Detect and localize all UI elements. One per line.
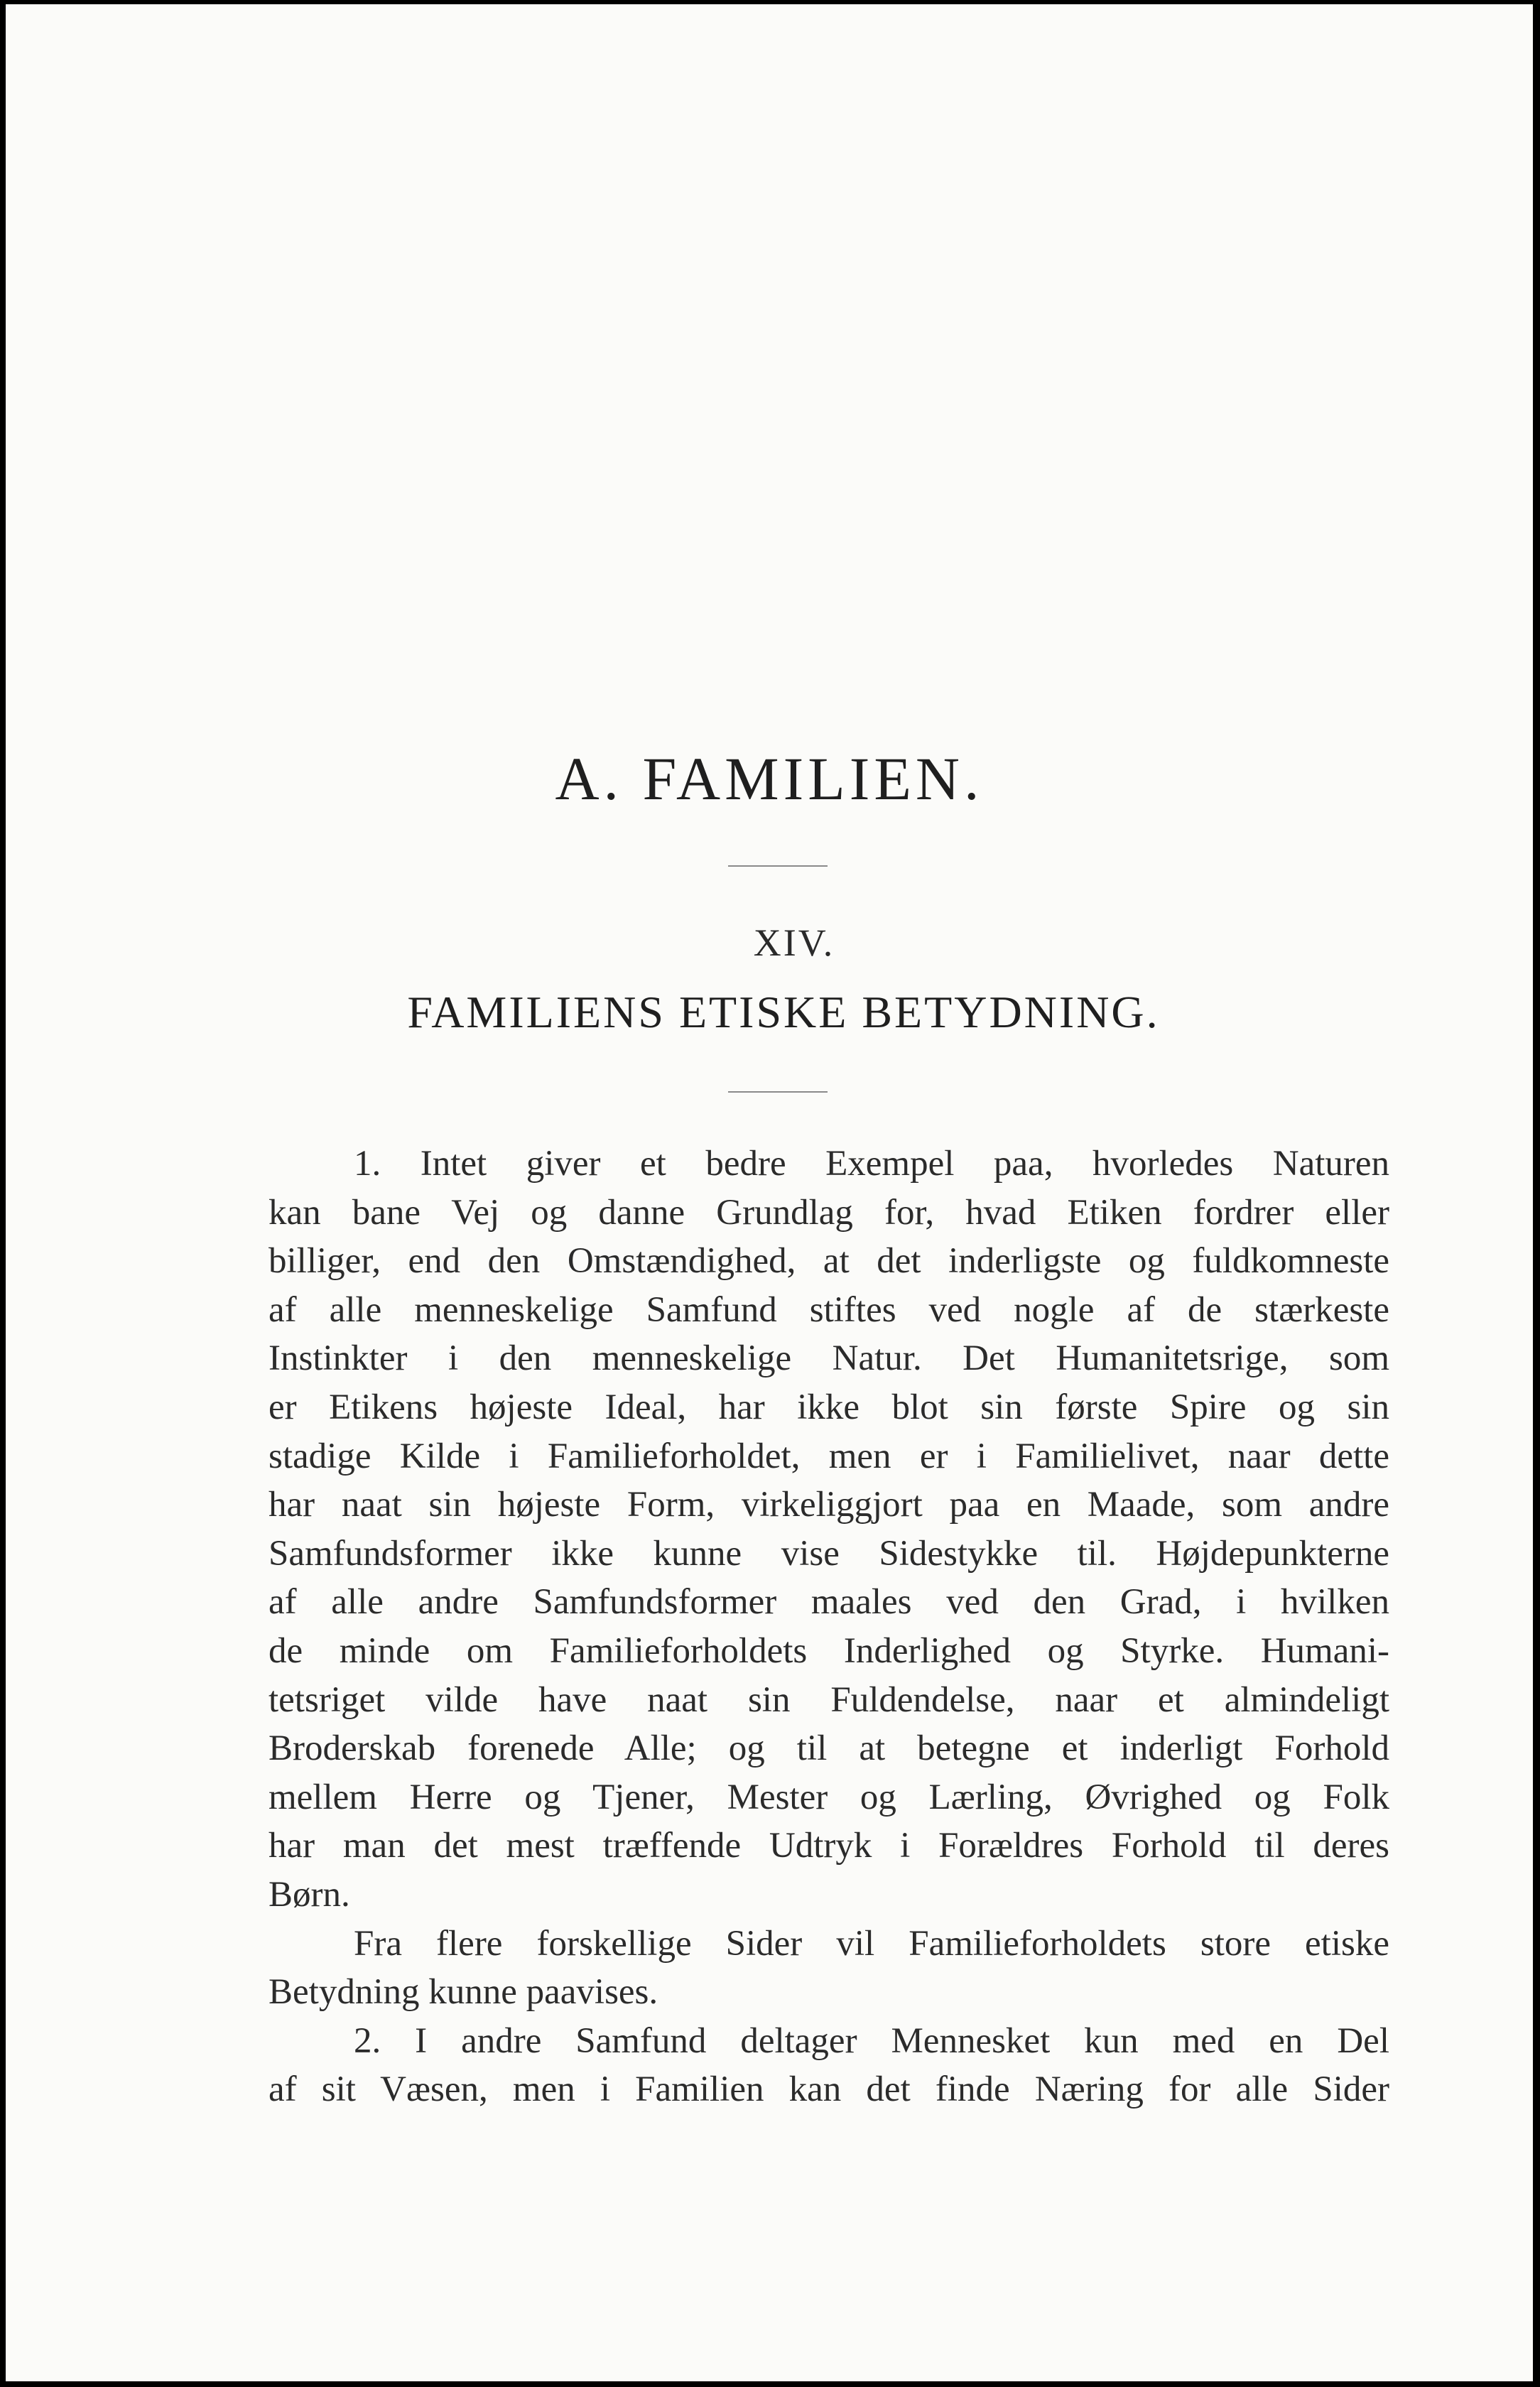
- divider-rule-bottom: [728, 1091, 828, 1093]
- text-line: kan bane Vej og danne Grundlag for, hvad Etiken fordrer eller: [269, 1192, 1389, 1233]
- text-line: af alle andre Samfundsformer maales ved den Grad, i hvilken: [269, 1582, 1389, 1623]
- text-line: har man det mest træffende Udtryk i Forældres Forhold til deres: [269, 1826, 1389, 1866]
- text-line: af alle menneskelige Samfund stiftes ved nogle af de stærkeste: [269, 1289, 1389, 1330]
- text-line: er Etikens højeste Ideal, har ikke blot sin første Spire og sin: [269, 1387, 1389, 1427]
- text-line: 2. I andre Samfund deltager Mennesket kun med en Del: [354, 2020, 1389, 2061]
- text-line: tetsriget vilde have naat sin Fuldendelse, naar et almindeligt: [269, 1679, 1389, 1720]
- section-title: FAMILIENS ETISKE BETYDNING.: [407, 987, 1160, 1037]
- book-page: [6, 4, 1533, 2381]
- text-line: Betydning kunne paavises.: [269, 1972, 658, 2013]
- text-line: mellem Herre og Tjener, Mester og Lærling, Øvrighed og Folk: [269, 1777, 1389, 1817]
- text-line: Broderskab forenede Alle; og til at betegne et inderligt Forhold: [269, 1728, 1389, 1769]
- body-text: [269, 1140, 1389, 2114]
- section-number: XIV.: [753, 921, 835, 964]
- text-line: af sit Væsen, men i Familien kan det finde Næring for alle Sider: [269, 2069, 1389, 2110]
- text-line: Fra flere forskellige Sider vil Familieforholdets store etiske: [354, 1923, 1389, 1964]
- text-line: stadige Kilde i Familieforholdet, men er i Familielivet, naar dette: [269, 1436, 1389, 1476]
- text-line: Instinkter i den menneskelige Natur. Det Humanitetsrige, som: [269, 1338, 1389, 1379]
- text-line: billiger, end den Omstændighed, at det inderligste og fuldkomneste: [269, 1241, 1389, 1282]
- divider-rule-top: [728, 865, 828, 867]
- text-line: Samfundsformer ikke kunne vise Sidestykke til. Højdepunkterne: [269, 1533, 1389, 1574]
- text-line: har naat sin højeste Form, virkeliggjort paa en Maade, som andre: [269, 1485, 1389, 1525]
- text-line: 1. Intet giver et bedre Exempel paa, hvorledes Naturen: [354, 1144, 1389, 1184]
- text-line: Børn.: [269, 1874, 350, 1915]
- chapter-heading: A. FAMILIEN.: [555, 745, 984, 813]
- text-line: de minde om Familieforholdets Inderlighed og Styrke. Humani-: [269, 1630, 1389, 1671]
